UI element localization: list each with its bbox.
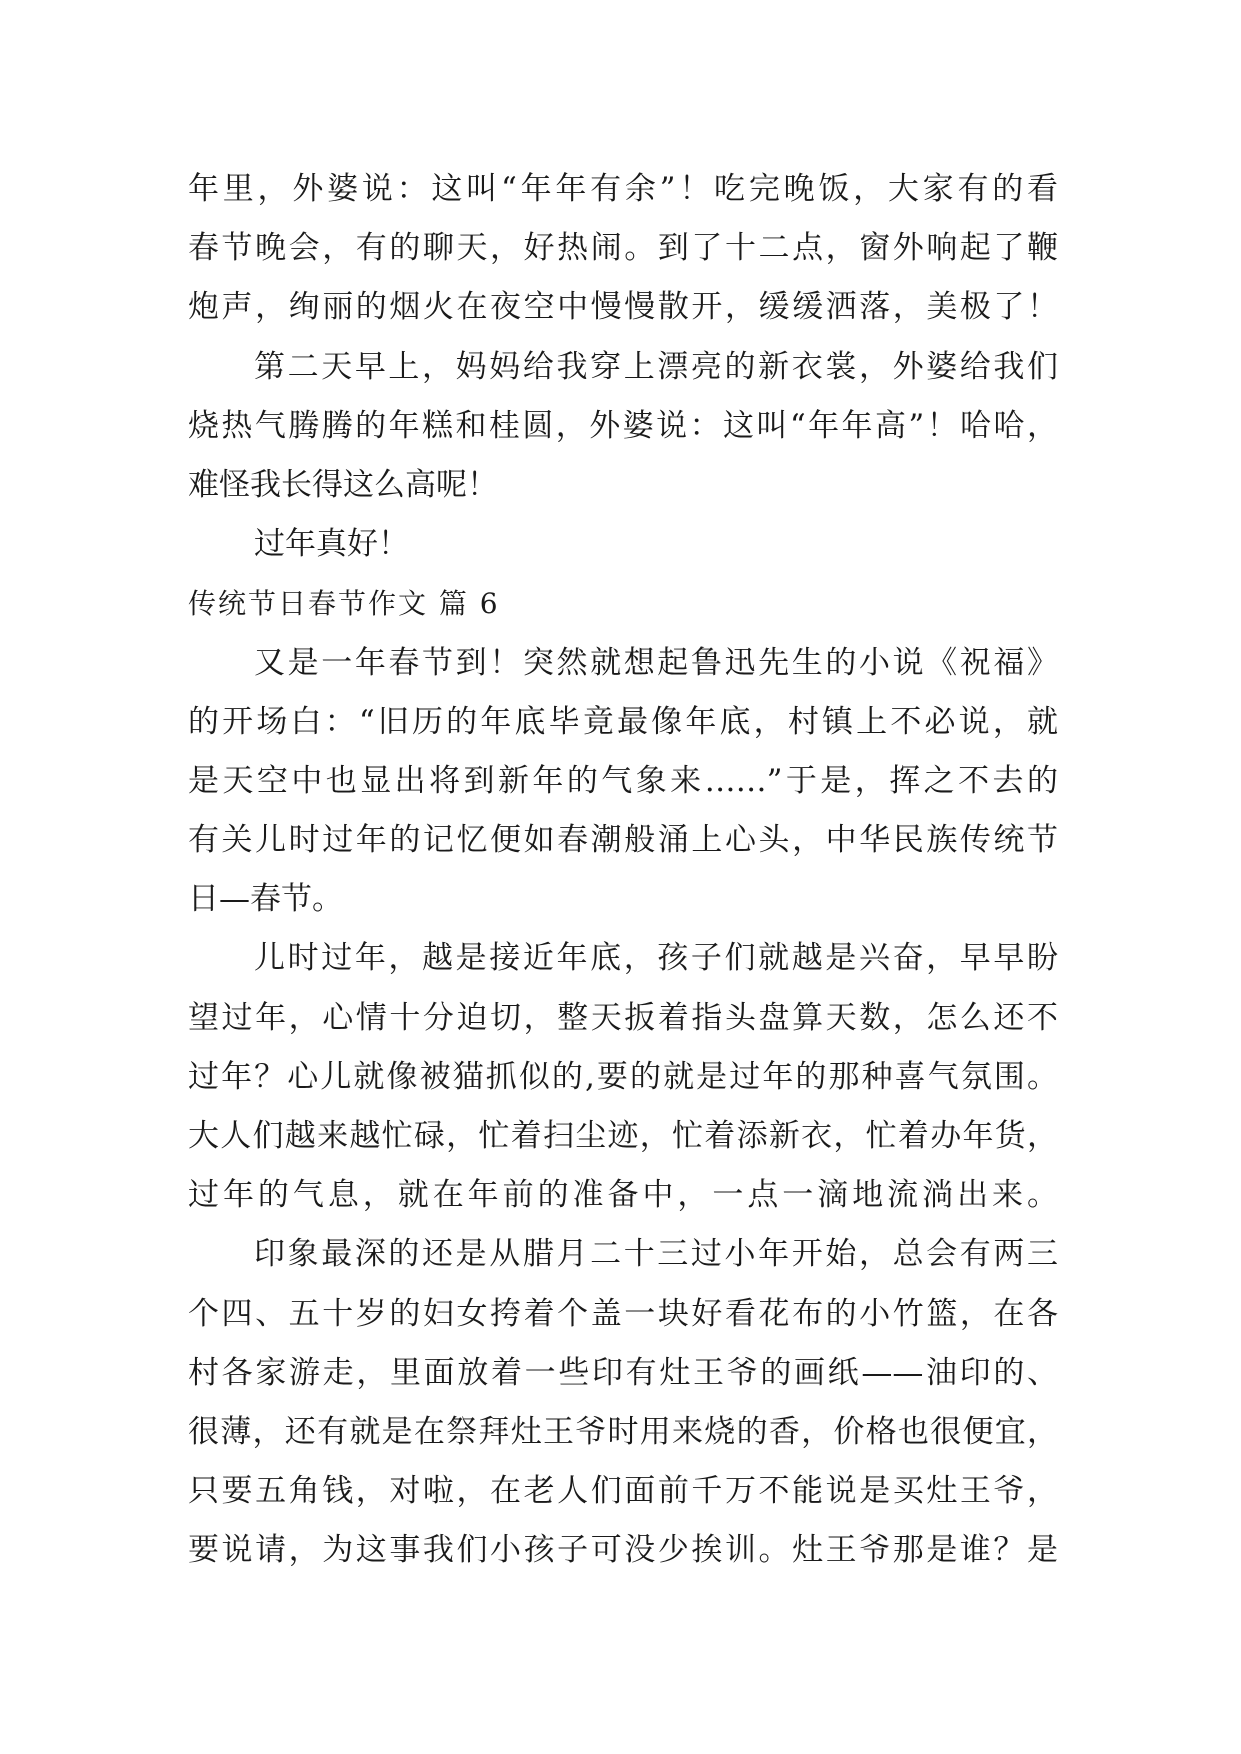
paragraph-block-1	[188, 160, 1058, 574]
text-line: 难怪我长得这么高呢！	[188, 466, 498, 503]
text-line: 要说请，为这事我们小孩子可没少挨训。灶王爷那是谁？是	[188, 1532, 1058, 1569]
section-heading: 传统节日春节作文 篇 6	[188, 587, 500, 621]
text-line: 炮声，绚丽的烟火在夜空中慢慢散开，缓缓洒落，美极了！	[188, 289, 1058, 326]
text-line: 过年的气息，就在年前的准备中，一点一滴地流淌出来。	[188, 1177, 1058, 1214]
text-line: 只要五角钱，对啦，在老人们面前千万不能说是买灶王爷，	[188, 1473, 1058, 1510]
text-line: 年里，外婆说：这叫“年年有余”！吃完晚饭，大家有的看	[188, 171, 1058, 207]
text-line: 是天空中也显出将到新年的气象来……”于是，挥之不去的	[188, 762, 1058, 799]
paragraph-block-2	[188, 634, 1058, 1581]
text-line: 大人们越来越忙碌，忙着扫尘迹，忙着添新衣，忙着办年货，	[188, 1118, 1058, 1154]
text-line: 印象最深的还是从腊月二十三过小年开始，总会有两三	[254, 1236, 1058, 1273]
text-line: 春节晚会，有的聊天，好热闹。到了十二点，窗外响起了鞭	[188, 230, 1058, 267]
text-line: 过年真好！	[254, 526, 409, 563]
text-line: 第二天早上，妈妈给我穿上漂亮的新衣裳，外婆给我们	[254, 348, 1058, 385]
text-line: 又是一年春节到！突然就想起鲁迅先生的小说《祝福》	[254, 644, 1058, 681]
text-line: 有关儿时过年的记忆便如春潮般涌上心头，中华民族传统节	[188, 822, 1058, 859]
text-line: 个四、五十岁的妇女挎着个盖一块好看花布的小竹篮，在各	[188, 1295, 1058, 1332]
text-line: 的开场白：“旧历的年底毕竟最像年底，村镇上不必说，就	[188, 703, 1058, 740]
text-line: 儿时过年，越是接近年底，孩子们就越是兴奋，早早盼	[254, 940, 1058, 977]
text-line: 村各家游走，里面放着一些印有灶王爷的画纸——油印的、	[188, 1354, 1058, 1391]
text-line: 日—春节。	[188, 881, 343, 918]
document-page	[188, 160, 1058, 1581]
text-line: 望过年，心情十分迫切，整天扳着指头盘算天数，怎么还不	[188, 999, 1058, 1036]
text-line: 很薄，还有就是在祭拜灶王爷时用来烧的香，价格也很便宜，	[188, 1413, 1058, 1450]
text-line: 烧热气腾腾的年糕和桂圆，外婆说：这叫“年年高”！哈哈，	[188, 407, 1058, 444]
text-line: 过年？心儿就像被猫抓似的,要的就是过年的那种喜气氛围。	[188, 1058, 1058, 1095]
